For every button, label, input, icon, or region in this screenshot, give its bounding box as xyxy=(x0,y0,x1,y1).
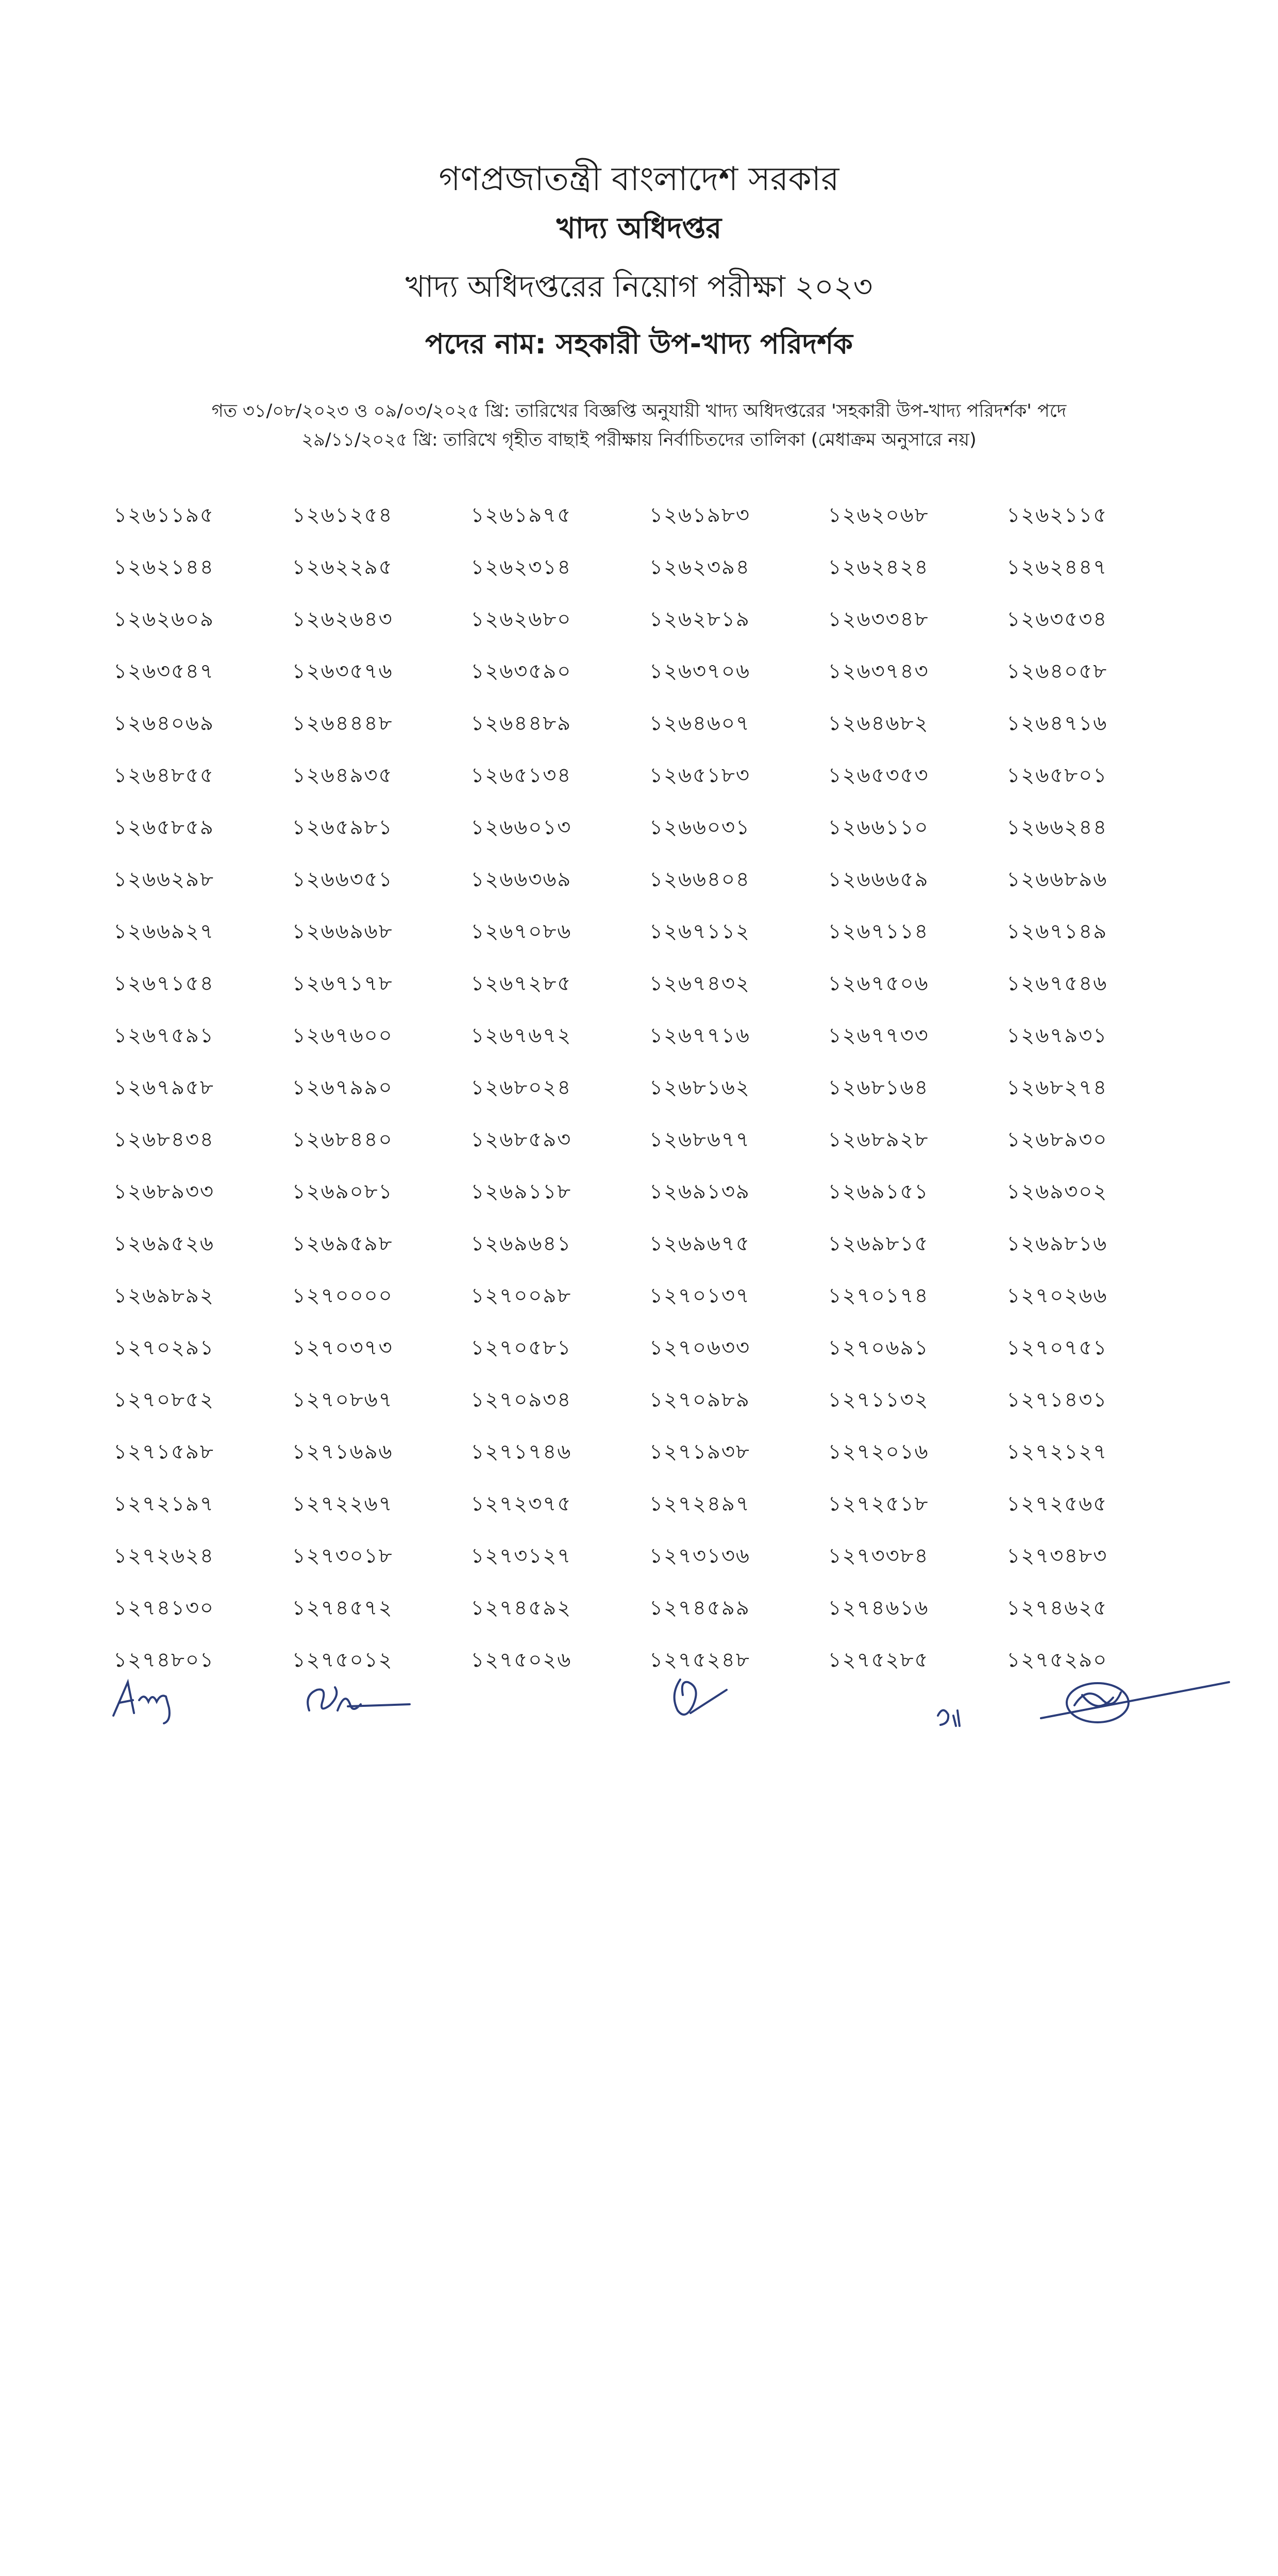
roll-number-cell: ১২৬৬৯২৭ xyxy=(113,920,214,943)
department-title: খাদ্য অধিদপ্তর xyxy=(556,212,722,245)
roll-number-cell: ১২৬৬০১৩ xyxy=(470,816,572,839)
roll-number-cell: ১২৬৫৮৫৯ xyxy=(113,816,214,839)
roll-number-cell: ১২৭২২৬৭ xyxy=(292,1492,393,1516)
roll-number-cell: ১২৬৯৫২৬ xyxy=(113,1232,214,1256)
roll-number-cell: ১২৬৩৫৩৪ xyxy=(1006,607,1108,631)
roll-number-cell: ১২৭০৮৬৭ xyxy=(292,1388,393,1412)
roll-number-cell: ১২৬৫১৮৩ xyxy=(649,764,750,787)
roll-number-cell: ১২৬৪০৫৮ xyxy=(1006,659,1108,683)
roll-number-cell: ১২৬৮৫৯৩ xyxy=(470,1128,572,1151)
roll-number-cell: ১২৬৬৯৬৮ xyxy=(292,920,393,943)
signature-2-icon xyxy=(299,1674,417,1726)
roll-number-cell: ১২৭৪৫৯২ xyxy=(470,1596,572,1620)
roll-number-cell: ১২৬২০৬৮ xyxy=(828,503,929,527)
roll-number-cell: ১২৬৮৯৩০ xyxy=(1006,1128,1108,1151)
roll-number-cell: ১২৬৪৮৫৫ xyxy=(113,764,214,787)
roll-number-cell: ১২৬৭৯৫৮ xyxy=(113,1076,214,1099)
roll-number-cell: ১২৭৫২৮৫ xyxy=(828,1648,929,1672)
roll-number-cell: ১২৬৮১৬২ xyxy=(649,1076,750,1099)
roll-number-cell: ১২৭০৭৫১ xyxy=(1006,1336,1108,1360)
roll-number-cell: ১২৭৩১৩৬ xyxy=(649,1544,750,1568)
roll-number-cell: ১২৬৪৭১৬ xyxy=(1006,711,1108,735)
roll-number-cell: ১২৭৪৬১৬ xyxy=(828,1596,929,1620)
roll-number-cell: ১২৬৭৬০০ xyxy=(292,1024,393,1047)
roll-number-cell: ১২৭১৫৯৮ xyxy=(113,1440,214,1464)
roll-number-cell: ১২৬৭৯৩১ xyxy=(1006,1024,1108,1047)
roll-number-cell: ১২৬৬২৯৮ xyxy=(113,868,214,891)
roll-number-cell: ১২৭৪৬২৫ xyxy=(1006,1596,1108,1620)
roll-number-cell: ১২৭২১২৭ xyxy=(1006,1440,1108,1464)
roll-number-cell: ১২৭০২৬৬ xyxy=(1006,1284,1108,1308)
roll-number-cell: ১২৬৪৪৪৮ xyxy=(292,711,393,735)
roll-number-cell: ১২৬৭১৫৪ xyxy=(113,972,214,995)
roll-number-cell: ১২৬৪৪৮৯ xyxy=(470,711,572,735)
roll-number-cell: ১২৬৭১১৪ xyxy=(828,920,929,943)
roll-number-cell: ১২৬২৮১৯ xyxy=(649,607,750,631)
roll-number-cell: ১২৬৭০৮৬ xyxy=(470,920,572,943)
roll-number-cell: ১২৭৩১২৭ xyxy=(470,1544,572,1568)
roll-number-cell: ১২৬৩৩৪৮ xyxy=(828,607,929,631)
roll-number-cell: ১২৬৭৭১৬ xyxy=(649,1024,750,1047)
roll-number-cell: ১২৬৬২৪৪ xyxy=(1006,816,1108,839)
roll-number-cell: ১২৬২৬৪৩ xyxy=(292,607,393,631)
signature-3-icon xyxy=(665,1669,737,1731)
roll-number-cell: ১২৭০০০০ xyxy=(292,1284,393,1308)
roll-number-cell: ১২৭০৬৯১ xyxy=(828,1336,929,1360)
roll-number-cell: ১২৬১৯৭৫ xyxy=(470,503,572,527)
roll-number-cell: ১২৬৮৬৭৭ xyxy=(649,1128,750,1151)
roll-number-cell: ১২৬৭২৮৫ xyxy=(470,972,572,995)
roll-number-cell: ১২৭১৯৩৮ xyxy=(649,1440,750,1464)
roll-number-cell: ১২৬৬৩৫১ xyxy=(292,868,393,891)
roll-number-cell: ১২৬১৯৮৩ xyxy=(649,503,750,527)
roll-number-cell: ১২৭৪৮০১ xyxy=(113,1648,214,1672)
roll-number-cell: ১২৭৫২৪৮ xyxy=(649,1648,750,1672)
roll-number-cell: ১২৬৭৫৯১ xyxy=(113,1024,214,1047)
roll-number-cell: ১২৬১২৫৪ xyxy=(292,503,393,527)
roll-number-cell: ১২৬৩৭০৬ xyxy=(649,659,750,683)
roll-number-cell: ১২৬৭৫৪৬ xyxy=(1006,972,1108,995)
roll-number-cell: ১২৬৮৯৩৩ xyxy=(113,1180,214,1204)
document-header xyxy=(0,155,1278,371)
roll-number-cell: ১২৭২৩৭৫ xyxy=(470,1492,572,1516)
roll-number-cell: ১২৬৯৬৪১ xyxy=(470,1232,572,1256)
footer xyxy=(0,1669,1278,1741)
roll-number-cell: ১২৬৮৪৪০ xyxy=(292,1128,393,1151)
roll-number-cell: ১২৭১৪৩১ xyxy=(1006,1388,1108,1412)
roll-number-cell: ১২৬৯১৩৯ xyxy=(649,1180,750,1204)
roll-number-cell: ১২৬৯১৫১ xyxy=(828,1180,929,1204)
roll-number-cell: ১২৬৬০৩১ xyxy=(649,816,750,839)
roll-number-cell: ১২৬৯৮৯২ xyxy=(113,1284,214,1308)
roll-number-cell: ১২৬৩৭৪৩ xyxy=(828,659,929,683)
roll-number-cell: ১২৬২৬৮০ xyxy=(470,607,572,631)
roll-number-cell: ১২৬৮৪৩৪ xyxy=(113,1128,214,1151)
roll-number-cell: ১২৭০৬৩৩ xyxy=(649,1336,750,1360)
roll-number-cell: ১২৬৩৫৭৬ xyxy=(292,659,393,683)
roll-number-cell: ১২৬৫৯৮১ xyxy=(292,816,393,839)
roll-number-cell: ১২৭০০৯৮ xyxy=(470,1284,572,1308)
roll-number-cell: ১২৬৬৬৫৯ xyxy=(828,868,929,891)
roll-number-cell: ১২৭৩৪৮৩ xyxy=(1006,1544,1108,1568)
roll-number-cell: ১২৬৫১৩৪ xyxy=(470,764,572,787)
initials-mark-icon xyxy=(933,1700,969,1731)
roll-number-cell: ১২৬৭৫০৬ xyxy=(828,972,929,995)
notice-line-1: গত ৩১/০৮/২০২৩ ও ০৯/০৩/২০২৫ খ্রি: তারিখের বিজ্ঞপ্তি অনুযায়ী খাদ্য অধিদপ্তরের 'সহকারী উপ-খাদ্য পরিদর্শক' পদে xyxy=(211,401,1067,421)
roll-number-cell: ১২৬৮৯২৮ xyxy=(828,1128,929,1151)
roll-number-cell: ১২৭২৪৯৭ xyxy=(649,1492,750,1516)
roll-number-cell: ১২৬৬১১০ xyxy=(828,816,929,839)
roll-number-cell: ১২৬৭৬৭২ xyxy=(470,1024,572,1047)
roll-number-cell: ১২৬২৩১৪ xyxy=(470,555,572,579)
roll-number-cell: ১২৬৪৬৮২ xyxy=(828,711,929,735)
roll-number-cell: ১২৬৮০২৪ xyxy=(470,1076,572,1099)
roll-number-cell: ১২৭৪৫৭২ xyxy=(292,1596,393,1620)
roll-number-cell: ১২৭৪৫৯৯ xyxy=(649,1596,750,1620)
roll-number-cell: ১২৬২৬০৯ xyxy=(113,607,214,631)
roll-number-cell: ১২৬২৩৯৪ xyxy=(649,555,750,579)
roll-number-cell: ১২৬৬৮৯৬ xyxy=(1006,868,1108,891)
roll-number-cell: ১২৭১৭৪৬ xyxy=(470,1440,572,1464)
roll-number-cell: ১২৬১১৯৫ xyxy=(113,503,214,527)
roll-number-cell: ১২৬৯০৮১ xyxy=(292,1180,393,1204)
roll-number-cell: ১২৭০১৭৪ xyxy=(828,1284,929,1308)
roll-number-cell: ১২৭১১৩২ xyxy=(828,1388,929,1412)
roll-number-cell: ১২৬৩৫৪৭ xyxy=(113,659,214,683)
roll-number-cell: ১২৭৩৩৮৪ xyxy=(828,1544,929,1568)
roll-number-cell: ১২৭২০১৬ xyxy=(828,1440,929,1464)
roll-number-cell: ১২৬৯৮১৬ xyxy=(1006,1232,1108,1256)
roll-number-cell: ১২৬৫৩৫৩ xyxy=(828,764,929,787)
roll-number-cell: ১২৬৪৬০৭ xyxy=(649,711,750,735)
roll-number-cell: ১২৬৩৫৯০ xyxy=(470,659,572,683)
roll-number-cell: ১২৬২১৪৪ xyxy=(113,555,214,579)
roll-number-cell: ১২৭০১৩৭ xyxy=(649,1284,750,1308)
roll-number-cell: ১২৭০২৯১ xyxy=(113,1336,214,1360)
roll-number-cell: ১২৭০৯৮৯ xyxy=(649,1388,750,1412)
roll-number-cell: ১২৬৯৫৯৮ xyxy=(292,1232,393,1256)
roll-number-cell: ১২৬৬৩৬৯ xyxy=(470,868,572,891)
roll-number-cell: ১২৭০৩৭৩ xyxy=(292,1336,393,1360)
roll-number-cell: ১২৭৫২৯০ xyxy=(1006,1648,1108,1672)
roll-number-cell: ১২৭০৮৫২ xyxy=(113,1388,214,1412)
roll-number-cell: ১২৭২১৯৭ xyxy=(113,1492,214,1516)
signature-1-icon xyxy=(108,1672,201,1728)
roll-number-cell: ১২৬২২৯৫ xyxy=(292,555,393,579)
notice-line-2: ২৯/১১/২০২৫ খ্রি: তারিখে গৃহীত বাছাই পরীক্ষায় নির্বাচিতদের তালিকা (মেধাক্রম অনুসারে নয়) xyxy=(301,430,977,450)
roll-number-cell: ১২৬৫৮০১ xyxy=(1006,764,1108,787)
roll-number-cell: ১২৭২৫১৮ xyxy=(828,1492,929,1516)
post-title: পদের নাম: সহকারী উপ-খাদ্য পরিদর্শক xyxy=(425,328,853,360)
notice-text xyxy=(103,397,1175,454)
roll-number-cell: ১২৭৫০১২ xyxy=(292,1648,393,1672)
roll-number-cell: ১২৭২৫৬৫ xyxy=(1006,1492,1108,1516)
roll-number-cell: ১২৬৬৪০৪ xyxy=(649,868,750,891)
signature-seal-icon xyxy=(1031,1669,1237,1731)
roll-number-grid xyxy=(113,489,1185,1686)
roll-number-cell: ১২৬৯১১৮ xyxy=(470,1180,572,1204)
roll-number-cell: ১২৬৯৮১৫ xyxy=(828,1232,929,1256)
roll-number-cell: ১২৭৩০১৮ xyxy=(292,1544,393,1568)
roll-number-cell: ১২৭২৬২৪ xyxy=(113,1544,214,1568)
roll-number-cell: ১২৭৫০২৬ xyxy=(470,1648,572,1672)
roll-number-cell: ১২৬৪৯৩৫ xyxy=(292,764,393,787)
roll-number-cell: ১২৬৭১৪৯ xyxy=(1006,920,1108,943)
exam-title: খাদ্য অধিদপ্তরের নিয়োগ পরীক্ষা ২০২৩ xyxy=(405,269,873,304)
roll-number-cell: ১২৬২৪৪৭ xyxy=(1006,555,1108,579)
roll-number-cell: ১২৬৯৬৭৫ xyxy=(649,1232,750,1256)
roll-number-cell: ১২৭০৫৮১ xyxy=(470,1336,572,1360)
government-title: গণপ্রজাতন্ত্রী বাংলাদেশ সরকার xyxy=(439,160,839,198)
roll-number-cell: ১২৬৪০৬৯ xyxy=(113,711,214,735)
roll-number-cell: ১২৬২১১৫ xyxy=(1006,503,1108,527)
roll-number-cell: ১২৭৪১৩০ xyxy=(113,1596,214,1620)
roll-number-cell: ১২৭০৯৩৪ xyxy=(470,1388,572,1412)
roll-number-cell: ১২৬৮২৭৪ xyxy=(1006,1076,1108,1099)
roll-number-cell: ১২৬৭৯৯০ xyxy=(292,1076,393,1099)
roll-number-cell: ১২৬৭৭৩৩ xyxy=(828,1024,929,1047)
roll-number-cell: ১২৬২৪২৪ xyxy=(828,555,929,579)
roll-number-cell: ১২৭১৬৯৬ xyxy=(292,1440,393,1464)
roll-number-cell: ১২৬৮১৬৪ xyxy=(828,1076,929,1099)
roll-number-cell: ১২৬৭৪৩২ xyxy=(649,972,750,995)
roll-number-cell: ১২৬৭১৭৮ xyxy=(292,972,393,995)
roll-number-cell: ১২৬৭১১২ xyxy=(649,920,750,943)
roll-number-cell: ১২৬৯৩০২ xyxy=(1006,1180,1108,1204)
